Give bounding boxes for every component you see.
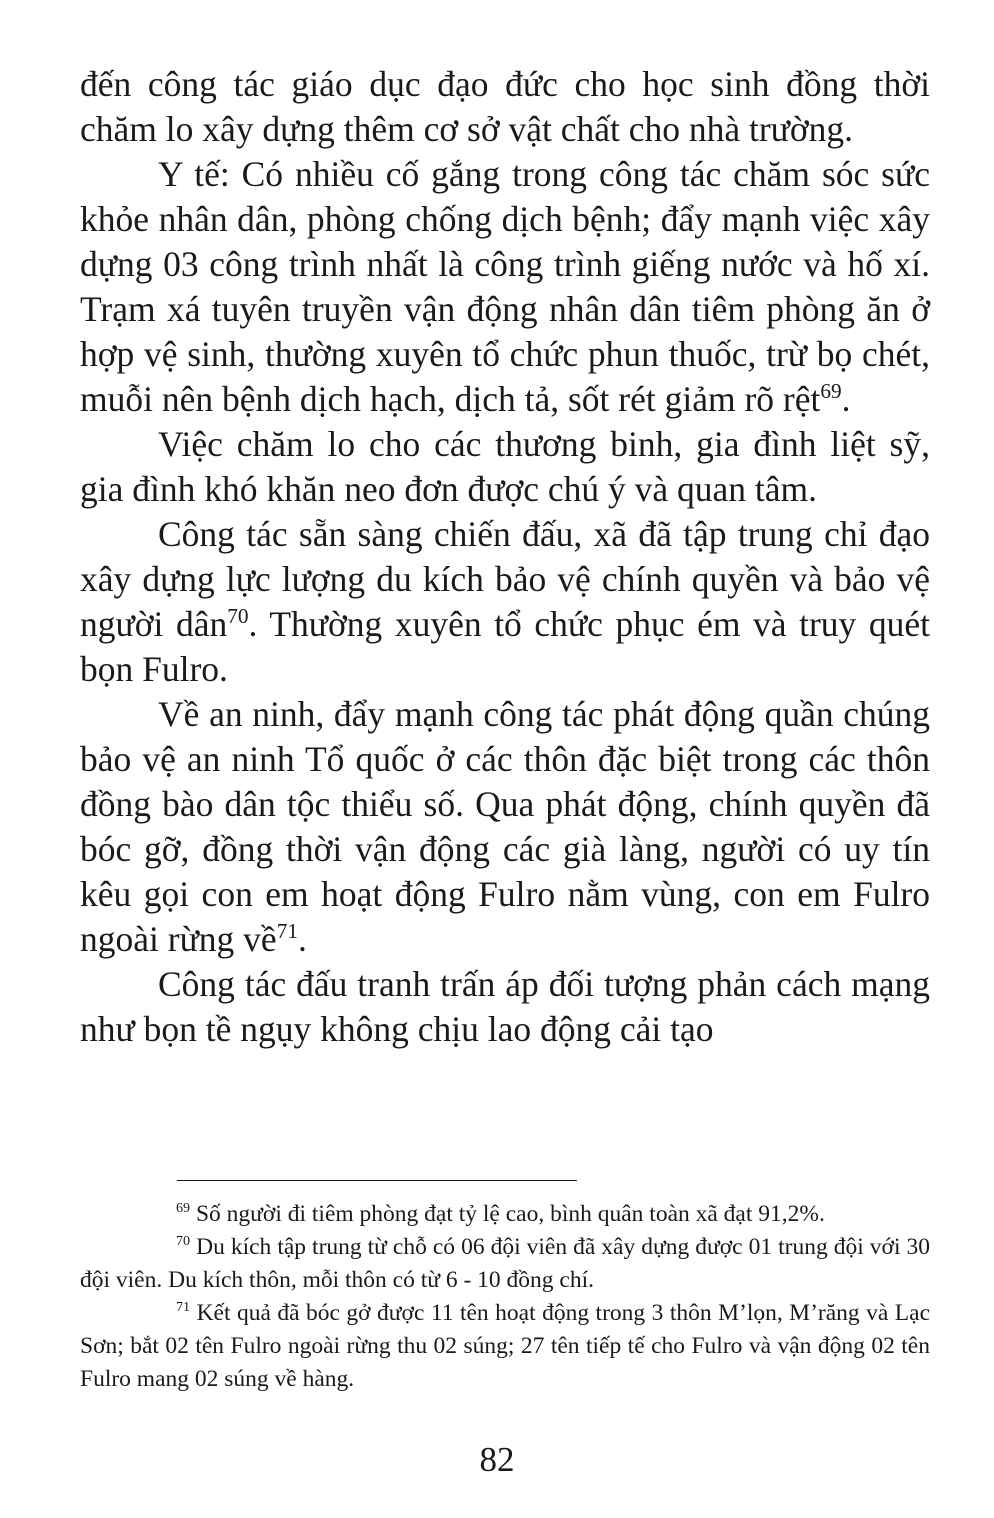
paragraph-counter-revolution: Công tác đấu tranh trấn áp đối tượng phản cách mạng như bọn tề ngụy không chịu lao động cải tạo [80, 964, 930, 1049]
footnote-text: Số người đi tiêm phòng đạt tỷ lệ cao, bình quân toàn xã đạt 91,2%. [190, 1201, 825, 1227]
paragraph-health-text: Y tế: Có nhiều cố gắng trong công tác chăm sóc sức khỏe nhân dân, phòng chống dịch bệnh; đẩy mạnh việc xây dựng 03 công trình nhất là công trình giếng nước và hố xí. Trạm xá tuyên truyền vận động nhân dân tiêm phòng ăn ở hợp vệ sinh, thường xuyên tổ chức phun thuốc, trừ bọ chét, muỗi nên bệnh dịch hạch, dịch tả, sốt rét giảm rõ rệt [80, 154, 930, 419]
paragraph-welfare: Việc chăm lo cho các thương binh, gia đình liệt sỹ, gia đình khó khăn neo đơn được chú ý và quan tâm. [80, 424, 930, 509]
paragraph-education: đến công tác giáo dục đạo đức cho học sinh đồng thời chăm lo xây dựng thêm cơ sở vật chất cho nhà trường. [80, 64, 930, 149]
footnote-text: Kết quả đã bóc gở được 11 tên hoạt động trong 3 thôn M’lọn, M’răng và Lạc Sơn; bắt 02 tên Fulro ngoài rừng thu 02 súng; 27 tên tiếp tế cho Fulro và vận động 02 tên Fulro mang 02 súng về hàng. [80, 1300, 930, 1392]
paragraph-combat-text: Công tác sẵn sàng chiến đấu, xã đã tập trung chỉ đạo xây dựng lực lượng du kích bảo vệ chính quyền và bảo vệ người dân [80, 514, 930, 644]
paragraph-health [80, 152, 930, 422]
paragraph-security-text: Về an ninh, đẩy mạnh công tác phát động quần chúng bảo vệ an ninh Tổ quốc ở các thôn đặc biệt trong các thôn đồng bào dân tộc thiểu số. Qua phát động, chính quyền đã bóc gỡ, đồng thời vận động các già làng, người có uy tín kêu gọi con em hoạt động Fulro nằm vùng, con em Fulro ngoài rừng về [80, 694, 930, 959]
footnote-69 [80, 1198, 930, 1231]
paragraph-security-end: . [298, 919, 307, 959]
paragraph-health-end: . [841, 379, 851, 419]
footnotes [80, 1198, 930, 1396]
footnote-ref-70[interactable]: 70 [227, 604, 249, 629]
page-number: 82 [479, 1440, 515, 1479]
footnote-text: Du kích tập trung từ chỗ có 06 đội viên đã xây dựng được 01 trung đội với 30 đội viên. Du kích thôn, mỗi thôn có từ 6 - 10 đồng chí. [80, 1234, 930, 1293]
paragraph-combat-readiness [80, 512, 930, 692]
footnote-70 [80, 1231, 930, 1297]
footnote-71 [80, 1297, 930, 1396]
paragraph-security [80, 692, 930, 962]
footnote-number: 71 [176, 1299, 191, 1316]
footnote-number: 69 [176, 1200, 191, 1217]
main-text [80, 62, 930, 1052]
footnote-number: 70 [176, 1233, 191, 1250]
footnote-ref-71[interactable]: 71 [276, 919, 298, 944]
paragraph-combat-end: . Thường xuyên tổ chức phục ém và truy quét bọn Fulro. [80, 604, 930, 689]
footnote-ref-69[interactable]: 69 [820, 379, 842, 404]
footnote-divider [177, 1180, 577, 1181]
